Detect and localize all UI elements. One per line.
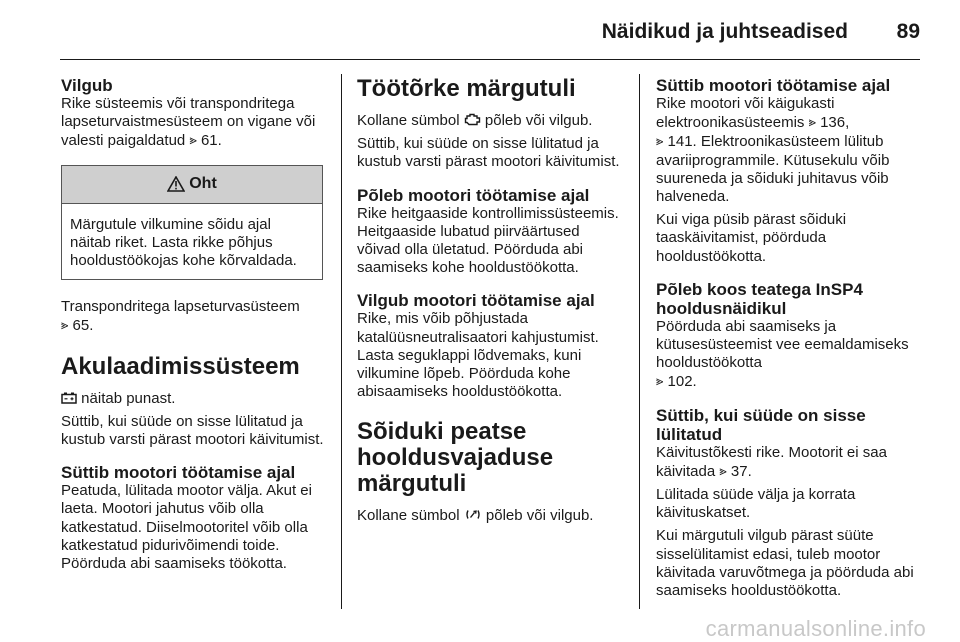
- page-title: Näidikud ja juhtseadised: [601, 20, 848, 43]
- service-wrench-icon: [464, 508, 482, 521]
- arrow-reference-icon: ⪢: [189, 132, 197, 148]
- arrow-reference-icon: ⪢: [656, 133, 664, 149]
- section-heading: Põleb mootori töötamise ajal: [357, 185, 590, 205]
- section-heading: Põleb koos teatega InSP4 hooldusnäidikul: [656, 279, 863, 318]
- arrow-reference-icon: ⪢: [719, 462, 727, 478]
- section-heading: Süttib mootori töötamise ajal: [61, 463, 296, 483]
- paragraph: Lülitada süüde välja ja korrata käivituskatset.: [656, 486, 856, 522]
- paragraph: Süttib, kui süüde on sisse lülitatud ja kustub varsti pärast mootori käivitumist.: [61, 412, 324, 449]
- paragraph-text: Kollane sümbol: [357, 507, 460, 525]
- section-heading: Vilgub: [61, 76, 113, 95]
- page-reference[interactable]: 136,: [820, 114, 850, 132]
- paragraph-text: näitab punast.: [81, 389, 176, 407]
- paragraph: Kui märgutuli vilgub pärast süüte sisselülitamist edasi, tuleb mootor käivitada varuvõtmega ja pöörduda abi saamiseks hooldustöökotta.: [656, 527, 914, 600]
- section-heading: Süttib, kui süüde on sisse lülitatud: [656, 405, 866, 444]
- column-left: [61, 76, 329, 573]
- paragraph: [61, 390, 329, 408]
- column-divider: [639, 74, 640, 609]
- paragraph: Rike heitgaaside kontrollimissüsteemis. Heitgaaside lubatud piirväärtused võivad olla ületatud. Pöörduda abi saamiseks kohe hooldustöökotta.: [357, 204, 619, 277]
- paragraph-text: Transpondritega lapseturvasüsteem: [61, 298, 300, 316]
- paragraph: [61, 95, 329, 151]
- paragraph: [357, 112, 623, 130]
- page-reference[interactable]: 61.: [200, 132, 222, 150]
- column-middle: [357, 76, 623, 526]
- warning-header: [62, 166, 322, 204]
- page-reference[interactable]: 102.: [667, 373, 697, 391]
- paragraph: Kui viga püsib pärast sõiduki taaskäivitamist, pöörduda hooldustöökotta.: [656, 211, 847, 265]
- watermark: carmanualsonline.info: [705, 616, 926, 641]
- paragraph: Peatuda, lülitada mootor välja. Akut ei laeta. Mootori jahutus võib olla katkestatud. Diiselmootoritel võib olla katkestatud pidurivõimendi toide. Pöörduda abi saamiseks töökotta.: [61, 482, 312, 573]
- paragraph-text: põleb või vilgub.: [484, 112, 593, 129]
- header-divider: [60, 59, 920, 60]
- paragraph: [61, 298, 329, 335]
- paragraph: [656, 444, 924, 481]
- paragraph-text: põleb või vilgub.: [485, 507, 594, 525]
- paragraph: Rike, mis võib põhjustada katalüüsneutralisaatori kahjustumist. Lasta seguklappi lõdvemaks, kuni vilkumine lõpeb. Pöörduda kohe abisaamiseks hooldustöökotta.: [357, 310, 599, 401]
- section-heading: Vilgub mootori töötamise ajal: [357, 291, 595, 311]
- paragraph: [656, 95, 924, 206]
- arrow-reference-icon: ⪢: [656, 373, 664, 389]
- paragraph: Süttib, kui süüde on sisse lülitatud ja kustub varsti pärast mootori käivitumist.: [357, 135, 620, 171]
- paragraph-text: 141. Elektroonikasüsteem lülitub avariiprogrammile. Kütusekulu võib suureneda ja sõiduki juhitavus võib halveneda.: [656, 133, 890, 206]
- warning-triangle-icon: [167, 176, 185, 192]
- page-number: 89: [896, 20, 920, 43]
- warning-box: [61, 165, 323, 281]
- section-heading: Süttib mootori töötamise ajal: [656, 76, 891, 95]
- page-reference[interactable]: 37.: [730, 462, 752, 480]
- paragraph: [656, 318, 924, 392]
- section-title: Töötõrke märgutuli: [357, 75, 576, 102]
- column-divider: [341, 74, 342, 609]
- arrow-reference-icon: ⪢: [61, 317, 69, 333]
- page-header: [0, 0, 960, 62]
- section-title: Sõiduki peatse hooldusvajaduse märgutuli: [357, 418, 554, 498]
- paragraph-text: Kollane sümbol: [357, 112, 460, 129]
- warning-title: Oht: [189, 175, 217, 193]
- paragraph: [357, 507, 623, 525]
- warning-text: Märgutule vilkumine sõidu ajal näitab riket. Lasta rikke põhjus hooldustöökojas kohe kõrvaldada.: [70, 215, 297, 270]
- paragraph-text: Rike süsteemis või transpondritega lapseturvaistmesüsteem on vigane või valesti paigaldatud: [61, 95, 316, 150]
- engine-check-icon: [464, 113, 481, 126]
- page-reference[interactable]: 65.: [72, 317, 94, 335]
- paragraph-text: Rike mootori või käigukasti elektroonikasüsteemis: [656, 95, 835, 132]
- column-right: [656, 76, 924, 600]
- battery-icon: [61, 392, 77, 404]
- paragraph-text: Pöörduda abi saamiseks ja kütusesüsteemist vee eemaldamiseks hooldustöökotta: [656, 317, 909, 372]
- paragraph-text: Käivitustõkesti rike. Mootorit ei saa käivitada: [656, 443, 887, 480]
- arrow-reference-icon: ⪢: [808, 114, 816, 130]
- section-title: Akulaadimissüsteem: [61, 352, 300, 380]
